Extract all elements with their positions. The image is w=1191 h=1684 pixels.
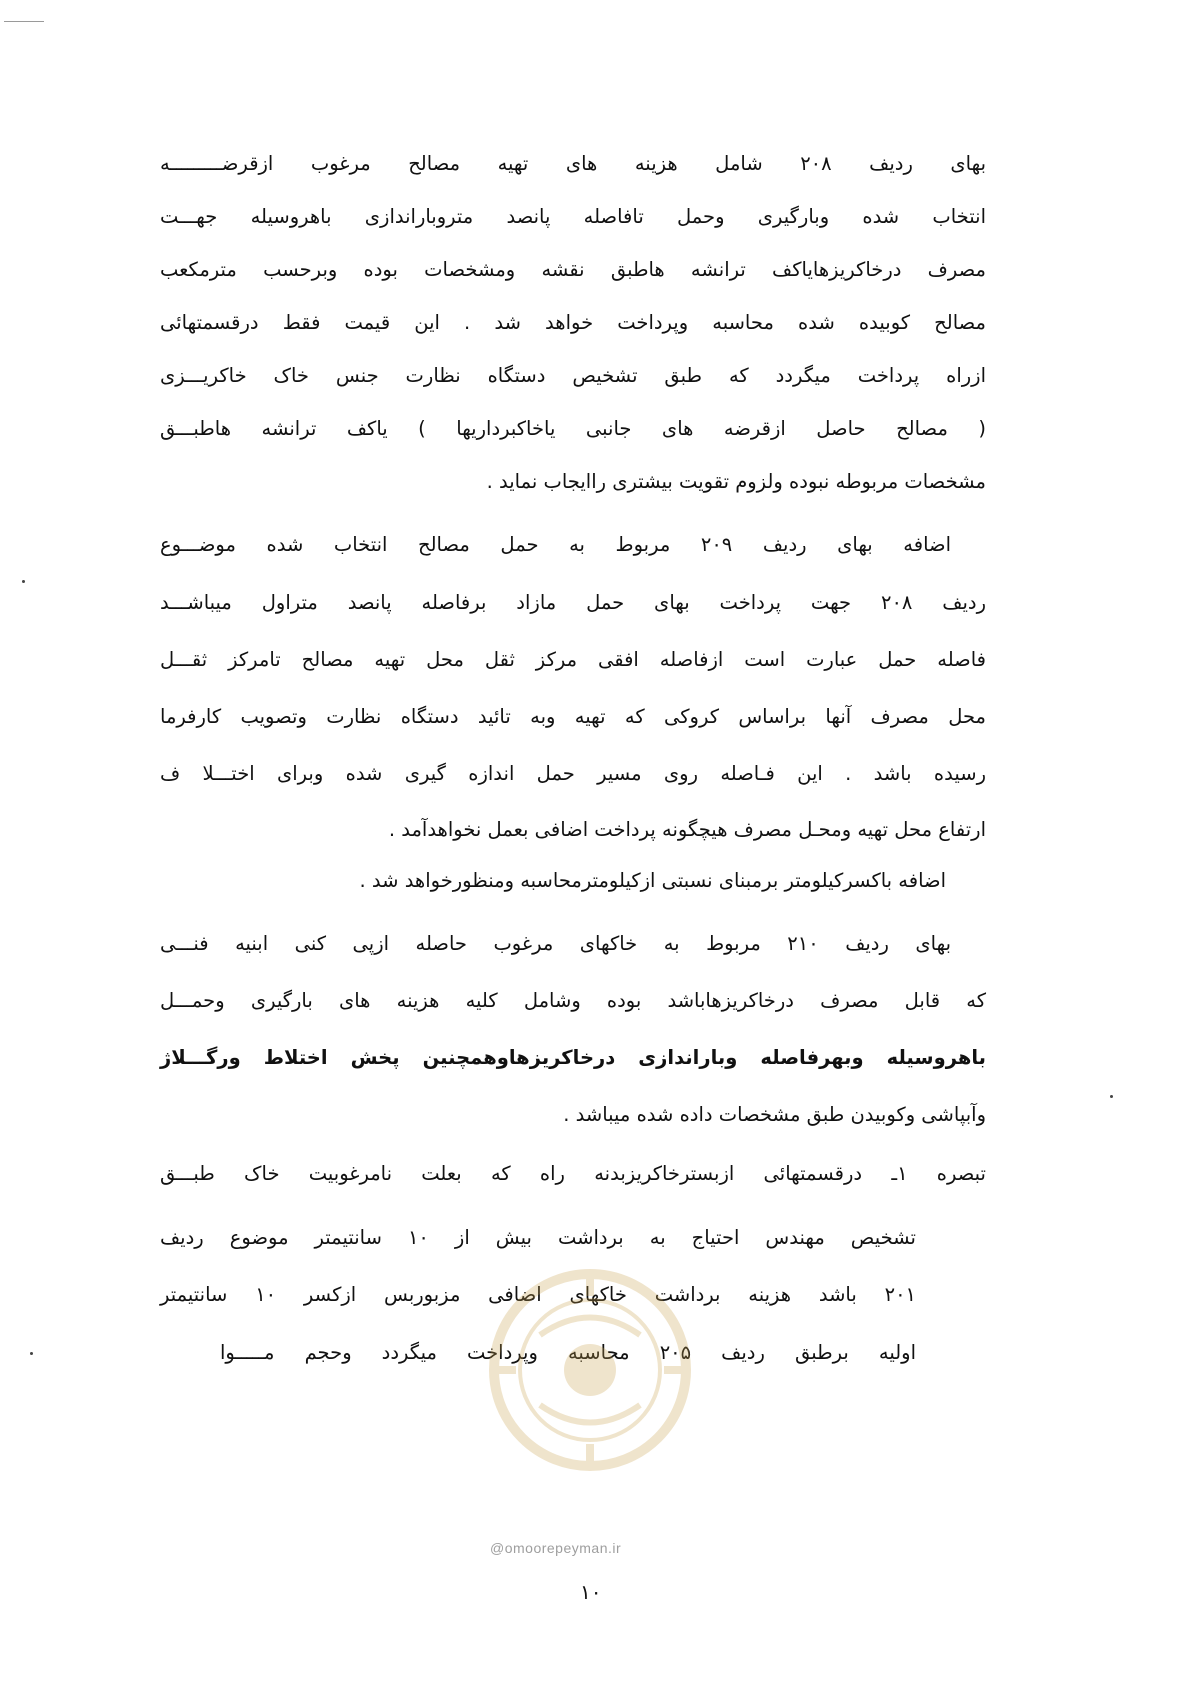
watermark-url: @omoorepeyman.ir (490, 1540, 622, 1556)
body-line: بهای ردیف ۲۱۰ مربوط به خاکهای مرغوب حاصله ازپی کنی ابنیه فنـــی (160, 932, 952, 955)
body-line: فاصله حمل عبارت است ازفاصله افقی مرکز ثقل محل تهیه مصالح تامرکز ثقـــل (160, 648, 986, 671)
body-line: مصرف درخاکریزهایاکف ترانشه هاطبق نقشه ومشخصات بوده وبرحسب مترمکعب (160, 258, 986, 281)
body-line: ازراه پرداخت میگردد که طبق تشخیص دستگاه نظارت جنس خاک خاکریـــزی (160, 364, 986, 387)
page-top-rule (4, 21, 44, 22)
body-line: انتخاب شده وبارگیری وحمل تافاصله پانصد متروباراندازی باهروسیله جهـــت (160, 205, 986, 228)
body-line: ( مصالح حاصل ازقرضه های جانبی یاخاکبرداریها ) یاکف ترانشه هاطبـــق (160, 417, 986, 440)
body-line: اضافه بهای ردیف ۲۰۹ مربوط به حمل مصالح انتخاب شده موضـــوع (160, 533, 951, 556)
body-line: محل مصرف آنها براساس کروکی که تهیه وبه تائید دستگاه نظارت وتصویب کارفرما (160, 705, 986, 728)
watermark-seal (470, 1240, 710, 1500)
body-line: رسیده باشد . این فـاصله روی مسیر حمل اندازه گیری شده وبرای اختـــلا ف (160, 762, 986, 785)
body-line: بهای ردیف ۲۰۸ شامل هزینه های تهیه مصالح مرغوب ازقرضـــــــــه (160, 152, 987, 175)
margin-mark (30, 1352, 33, 1355)
margin-mark (22, 580, 25, 583)
note-line: ۲۰۱ باشد هزینه برداشت خاکهای اضافی مزبوربس ازکسر ۱۰ سانتیمتر (160, 1283, 917, 1306)
body-line: مشخصات مربوطه نبوده ولزوم تقویت بیشتری راایجاب نماید . (486, 470, 986, 493)
body-line: که قابل مصرف درخاکریزهاباشد بوده وشامل کلیه هزینه های بارگیری وحمـــل (160, 989, 986, 1012)
note-line: تشخیص مهندس احتیاج به برداشت بیش از ۱۰ سانتیمتر موضوع ردیف (160, 1226, 916, 1249)
body-line: ارتفاع محل تهیه ومحـل مصرف هیچگونه پرداخت اضافی بعمل نخواهدآمد . (388, 818, 986, 841)
body-line: مصالح کوبیده شده محاسبه وپرداخت خواهد شد . این قیمت فقط درقسمتهائی (160, 311, 986, 334)
body-line: وآبپاشی وکوبیدن طبق مشخصات داده شده میباشد . (563, 1103, 986, 1126)
body-line: باهروسیله وبهرفاصله وباراندازی درخاکریزهاوهمچنین پخش اختلاط ورگـــلاژ (160, 1046, 986, 1069)
body-line: اضافه باکسرکیلومتر برمبنای نسبتی ازکیلومترمحاسبه ومنظورخواهد شد . (359, 869, 946, 892)
page-number: ۱۰ (580, 1580, 602, 1604)
note-line: تبصره ۱ـ درقسمتهائی ازبسترخاکریزبدنه راه که بعلت نامرغوبیت خاک طبـــق (160, 1162, 986, 1185)
note-line: اولیه برطبق ردیف ۲۰۵ محاسبه وپرداخت میگردد وحجم مـــــوا (220, 1341, 917, 1364)
margin-mark (1110, 1095, 1113, 1098)
body-line: ردیف ۲۰۸ جهت پرداخت بهای حمل مازاد برفاصله پانصد متراول میباشـــد (160, 591, 986, 614)
